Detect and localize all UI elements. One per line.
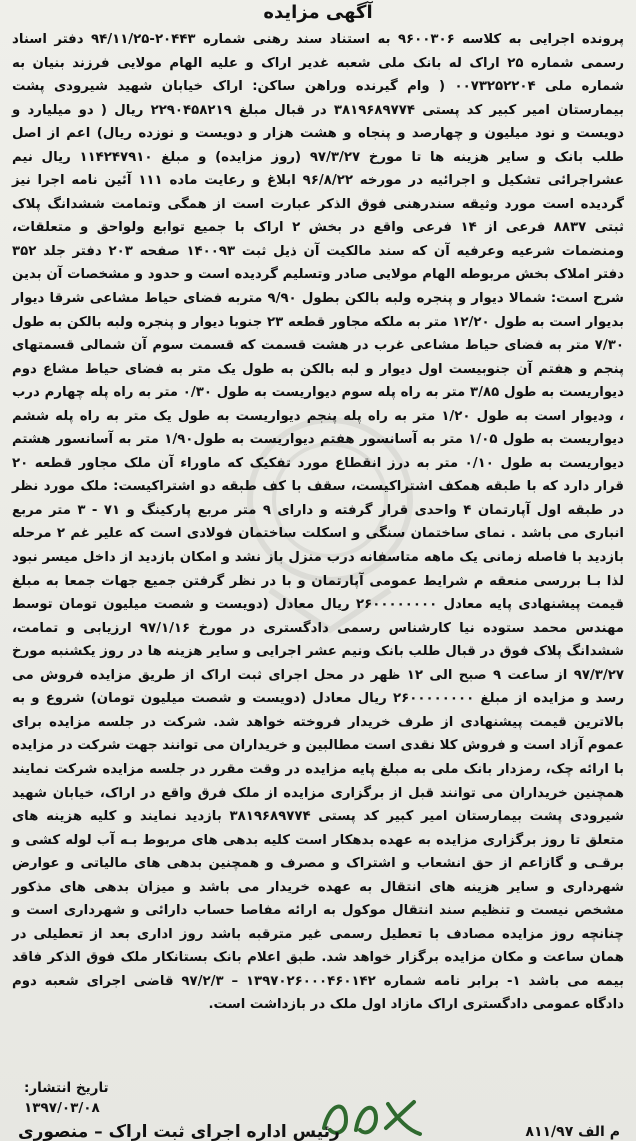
publication-date	[24, 1078, 109, 1118]
notice-body	[12, 28, 624, 1017]
reference-number: م الف ۸۱۱/۹۷	[525, 1124, 620, 1140]
notice-footer	[0, 1078, 636, 1141]
notice-body-paragraph: پرونده اجرایی به کلاسه ۹۶۰۰۳۰۶ به استناد سند رهنی شماره ۲۰۴۴۳-۹۴/۱۱/۲۵ دفتر اسناد رسمی شماره ۲۵ اراک له بانک ملی شعبه غدیر اراک و علیه الهام مولایی فرزند بنیان به شماره ملی ۰۰۷۳۲۵۲۲۰۴ ( وام گیرنده وراهن ساکن: اراک خیابان شهید شیرودی پشت بیمارستان امیر کبیر کد پستی ۳۸۱۹۶۸۹۷۷۴ در قبال مبلغ ۲۲۹۰۴۵۸۲۱۹ ریال ( دو میلیارد و دویست و نود میلیون و چهارصد و پنجاه و هشت هزار و دویست و نوزده ریال) اعم از اصل طلب بانک و سایر هزینه ها تا مورخ ۹۷/۳/۲۷ (روز مزایده) و مبلغ ۱۱۴۲۴۷۹۱۰ ریال نیم عشراجرائی تشکیل و اجرائیه در مورخه ۹۶/۸/۲۲ ابلاغ و رعایت ماده ۱۱۱ آئین نامه اجرا نیز گردیده است مورد وثیقه سندرهنی فوق الذکر عبارت است از همگی وتمامت ششدانگ پلاک ثبتی ۸۸۳۷ فرعی از ۱۴ فرعی واقع در بخش ۲ اراک با جمیع توابع ولواحق و متعلقات، ومنضمات شرعیه وعرفیه آن که سند مالکیت آن ذیل ثبت ۱۴۰۰۹۳ صفحه ۲۰۳ دفتر جلد ۳۵۲ دفتر املاک بخش مربوطه الهام مولایی صادر وتسلیم گردیده است و حدود و مشخصات آن بدین شرح است: شمالا دیوار و پنجره ولبه بالکن بطول ۹/۹۰ متربه فضای حیاط مشاعی شرقا دیوار بدیوار است به طول ۱۲/۲۰ متر به ملکه مجاور قطعه ۲۳ جنوبا دیوار و پنجره ولبه بالکن به طول ۷/۳۰ متر به فضای حیاط مشاعی غرب در هشت قسمت که قسمت سوم آن شمالی قسمتهای پنجم و هفتم آن جنوبیست اول دیوار و لبه بالکن به طول یک متر به فضای حیاط مشاع دوم دیواریست به طول ۳/۸۵ متر به راه پله سوم دیواریست به طول ۰/۳۰ متر به راه پله چهارم درب ، ودیوار است به طول ۱/۲۰ متر به راه پله پنجم دیواریست به طول یک متر به راه پله ششم دیواریست به طول ۱/۰۵ متر به آسانسور هفتم دیواریست به طول۱/۹۰ متر به آسانسور هشتم دیواریست به طول ۰/۱۰ متر به درز انقطاع مورد تفکیک که ماوراء آن ملک مجاور قطعه ۲۰ قرار دارد که با طبقه همکف اشتراکیست، سقف با کف طبقه دو اشتراکیست: ملک مورد نظر در طبقه اول آپارتمان ۴ واحدی قرار گرفته و دارای ۹ متر مربع پارکینگ و ۷۱ - ۳ متر مربع انباری می باشد . نمای ساختمان سنگی و اسکلت ساختمان فولادی است که علیر غم ۲ مرحله بازدید با فاصله زمانی یک ماهه متاسفانه درب منزل باز نشد و امکان بازدید از داخل میسر نبود لذا بـا بررسی منعقه م شرایط عمومی آپارتمان و با در نظر گرفتن جمیع جهات جمعا به مبلغ قیمت پیشنهادی پایه معادل ۲۶۰۰۰۰۰۰۰۰ ریال معادل (دویست و شصت میلیون تومان توسط مهندس محمد ستوده نیا کارشناس رسمی دادگستری در مورخ ۹۷/۱/۱۶ ارزیابی و تمامت، ششدانگ پلاک فوق در قبال طلب بانک ونیم عشر اجرایی و سایر هزینه ها در روز یکشنبه مورخ ۹۷/۳/۲۷ از ساعت ۹ صبح الی ۱۲ ظهر در محل اجرای ثبت اراک از طریق مزایده فروش می رسد و مزایده از مبلغ ۲۶۰۰۰۰۰۰۰۰ ریال معادل (دویست و شصت میلیون تومان) شروع و به بالاترین قیمت پیشنهادی از طرف خریدار فروخته خواهد شد. شرکت در جلسه مزایده برای عموم آزاد است و فروش کلا نقدی است مطالبین و خریداران می توانند جهت شرکت در مزایده با ارائه چک، رمزدار بانک ملی به مبلغ پایه مزایده در وقت مقرر در جلسه مزایده شرکت نمایند همچنین خریداران می توانند قبل از برگزاری مزایده از ملک فرق واقع در اراک، خیابان شهید شیرودی پشت بیمارستان امیر کبیر کد پستی ۳۸۱۹۶۸۹۷۷۴ بازدید نمایند و کلیه هزینه های متعلق تا روز برگزاری مزایده به عهده بدهکار است کلیه بدهی های مربوط بـه آب لوله کشی و برقـی و گازاعم از حق انشعاب و اشتراک و مصرف و همچنین بدهی های مالیاتی و عوارض شهرداری و سایر هزینه های انتقال به عهده خریدار می باشد و میزان بدهی های مذکور مشخص نیست و تنظیم سند انتقال موکول به ارائه مفاصا حساب دارائی و شهرداری است و چنانچه روز مزایده مصادف با تعطیل رسمی غیر مترقبه باشد روز اداری بعد از تعطیلی در همان ساعت و مکان مزایده برگزار خواهد شد. طبق اعلام بانک بستانکار ملک فوق الذکر فاقد بیمه می باشد ۱- برابر نامه شماره ۱۳۹۷۰۲۶۰۰۰۴۶۰۱۴۲ – ۹۷/۲/۳ قاضی اجرای شعبه دوم دادگاه عمومی دادگستری اراک مازاد اول ملک در بازداشت است.	[12, 32, 625, 1013]
publication-date-value: ۱۳۹۷/۰۳/۰۸	[24, 1100, 100, 1116]
notice-title: آگهی مزایده	[263, 2, 373, 23]
publication-date-label: تاریخ انتشار:	[24, 1080, 109, 1096]
signature-title: رئیس اداره اجرای ثبت اراک – منصوری	[18, 1122, 340, 1141]
